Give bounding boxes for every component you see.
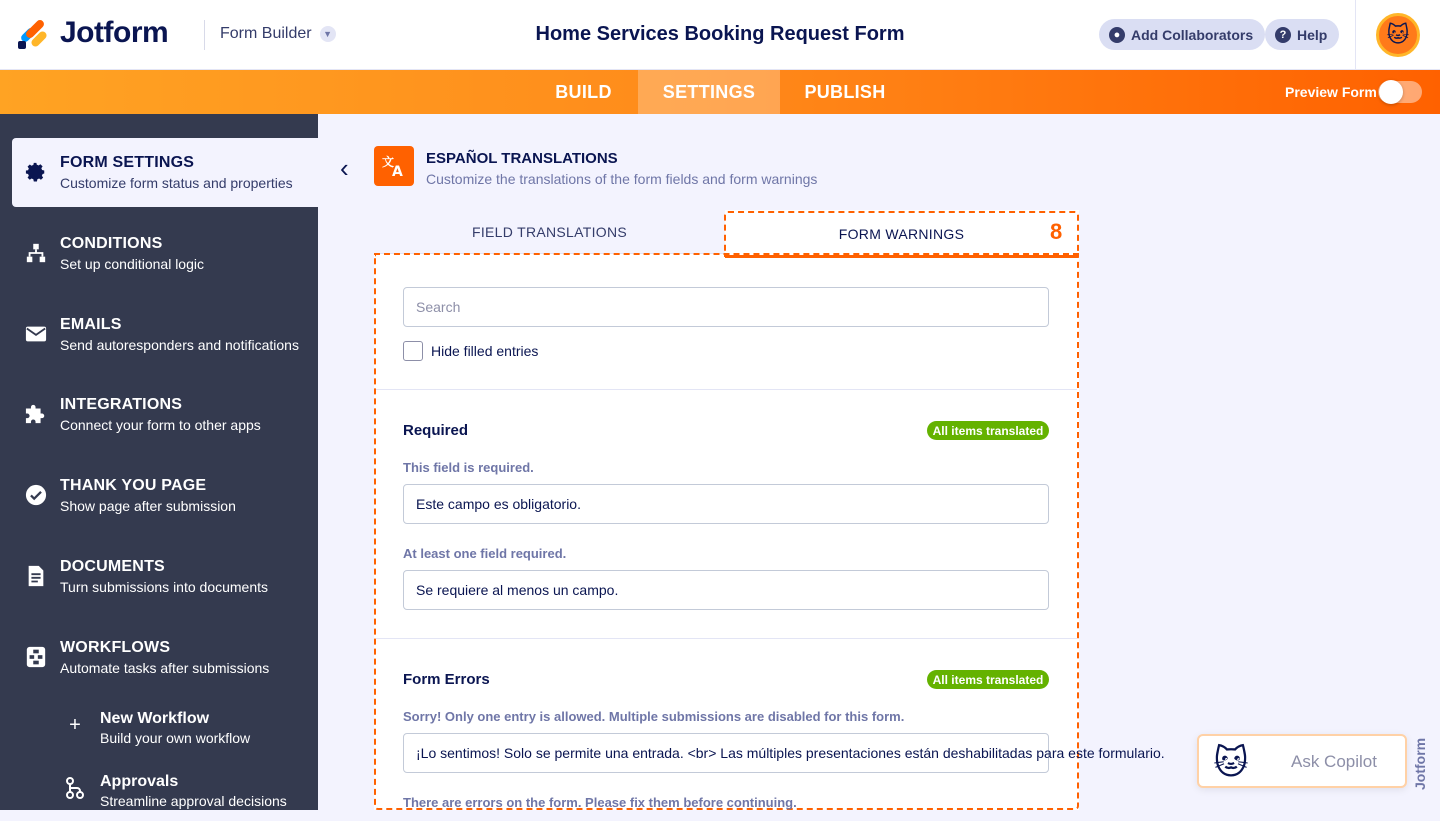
sidebar-item-subtitle: Show page after submission bbox=[60, 498, 236, 514]
svg-text:文: 文 bbox=[382, 155, 395, 169]
tab-publish[interactable]: PUBLISH bbox=[804, 81, 886, 102]
translate-icon bbox=[374, 146, 414, 186]
question-icon: ? bbox=[1275, 27, 1291, 43]
sidebar-subitem-approvals[interactable] bbox=[60, 773, 310, 821]
top-bar bbox=[0, 0, 1440, 70]
sidebar-item-workflows[interactable] bbox=[12, 623, 318, 692]
form-builder-label: Form Builder bbox=[220, 25, 312, 42]
sidebar-item-subtitle: Set up conditional logic bbox=[60, 256, 204, 272]
status-badge: All items translated bbox=[927, 421, 1049, 440]
panel-subtitle: Customize the translations of the form fields and form warnings bbox=[426, 171, 818, 187]
sidebar-item-title: EMAILS bbox=[60, 316, 122, 333]
sidebar-item-title: THANK YOU PAGE bbox=[60, 477, 207, 494]
sidebar-item-subtitle: Send autoresponders and notifications bbox=[60, 337, 299, 353]
add-collaborators-button[interactable] bbox=[1099, 19, 1265, 50]
status-badge: All items translated bbox=[927, 670, 1049, 689]
help-button[interactable] bbox=[1265, 19, 1339, 50]
envelope-icon bbox=[24, 322, 48, 346]
conditions-icon bbox=[24, 241, 48, 265]
chevron-down-icon: ▼ bbox=[320, 26, 336, 42]
sidebar-item-documents[interactable] bbox=[12, 542, 318, 611]
step-number-badge: 8 bbox=[1050, 219, 1063, 244]
sidebar-item-title: INTEGRATIONS bbox=[60, 396, 183, 413]
subitem-title: New Workflow bbox=[100, 710, 210, 727]
jotform-brand-vertical: Jotform bbox=[1412, 737, 1428, 790]
sidebar-item-subtitle: Automate tasks after submissions bbox=[60, 660, 270, 676]
avatar-face-icon: 🐱 bbox=[1386, 22, 1410, 47]
sidebar-item-subtitle: Turn submissions into documents bbox=[60, 579, 269, 595]
ask-copilot-label: Ask Copilot bbox=[1291, 752, 1377, 771]
sidebar-item-title: WORKFLOWS bbox=[60, 639, 171, 656]
panel-title: ESPAÑOL TRANSLATIONS bbox=[426, 150, 618, 167]
help-label: Help bbox=[1297, 26, 1328, 43]
sidebar-item-conditions[interactable] bbox=[12, 219, 318, 288]
subitem-title: Approvals bbox=[100, 773, 179, 790]
plus-icon: + bbox=[69, 714, 81, 736]
logo-text: Jotform bbox=[60, 16, 169, 49]
subitem-subtitle: Streamline approval decisions bbox=[100, 793, 287, 809]
translation-input[interactable]: Este campo es obligatorio. bbox=[403, 484, 1049, 524]
sidebar-item-subtitle: Connect your form to other apps bbox=[60, 417, 261, 433]
main-nav bbox=[0, 70, 1440, 114]
sidebar-item-form-settings[interactable] bbox=[12, 138, 318, 207]
subitem-subtitle: Build your own workflow bbox=[100, 730, 251, 746]
workflow-icon bbox=[24, 645, 48, 669]
highlight-body-outline bbox=[374, 253, 1079, 810]
field-label: Sorry! Only one entry is allowed. Multiple submissions are disabled for this form. bbox=[403, 709, 905, 724]
user-icon: ● bbox=[1109, 27, 1125, 43]
preview-form-label: Preview Form bbox=[1285, 84, 1377, 100]
sidebar-item-title: DOCUMENTS bbox=[60, 558, 165, 575]
translation-input[interactable]: ¡Lo sentimos! Solo se permite una entrada. <br> Las múltiples presentaciones están deshabilitadas para este formulario. bbox=[403, 733, 1049, 773]
document-icon bbox=[24, 564, 48, 588]
svg-text:A: A bbox=[392, 164, 403, 180]
sidebar-item-integrations[interactable] bbox=[12, 380, 318, 449]
section-divider bbox=[376, 389, 1077, 390]
section-title-form-errors: Form Errors bbox=[403, 671, 490, 688]
tab-build[interactable]: BUILD bbox=[555, 81, 612, 102]
sidebar-item-thank-you-page[interactable] bbox=[12, 461, 318, 530]
sidebar-item-emails[interactable] bbox=[12, 300, 318, 369]
hide-filled-checkbox[interactable] bbox=[403, 341, 423, 361]
sidebar-item-title: CONDITIONS bbox=[60, 235, 163, 252]
puzzle-icon bbox=[24, 402, 48, 426]
back-chevron-icon[interactable]: ‹ bbox=[340, 153, 349, 183]
sidebar-item-subtitle: Customize form status and properties bbox=[60, 175, 293, 191]
preview-toggle-knob bbox=[1379, 80, 1403, 104]
search-input[interactable] bbox=[403, 287, 1049, 327]
copilot-mascot-icon: 🐱 bbox=[1213, 744, 1249, 782]
sidebar-item-title: FORM SETTINGS bbox=[60, 154, 195, 171]
header-separator bbox=[1355, 0, 1356, 70]
tab-form-warnings[interactable]: FORM WARNINGS bbox=[725, 212, 1078, 258]
form-title: Home Services Booking Request Form bbox=[535, 23, 905, 45]
field-label: This field is required. bbox=[403, 460, 534, 475]
field-label: There are errors on the form. Please fix them before continuing. bbox=[403, 795, 797, 810]
check-circle-icon bbox=[24, 483, 48, 507]
highlight-tab-outline bbox=[724, 211, 1079, 257]
add-collaborators-label: Add Collaborators bbox=[1131, 26, 1254, 43]
tab-settings[interactable]: SETTINGS bbox=[638, 70, 780, 114]
translation-input[interactable]: Se requiere al menos un campo. bbox=[403, 570, 1049, 610]
field-label: At least one field required. bbox=[403, 546, 567, 561]
approvals-icon bbox=[64, 777, 86, 805]
tab-field-translations[interactable]: FIELD TRANSLATIONS bbox=[374, 210, 725, 254]
section-divider bbox=[376, 638, 1077, 639]
sidebar-subitem-new-workflow[interactable] bbox=[60, 710, 310, 758]
user-avatar[interactable] bbox=[1376, 13, 1420, 57]
gear-icon bbox=[24, 160, 48, 184]
section-title-required: Required bbox=[403, 422, 469, 439]
hide-filled-label: Hide filled entries bbox=[431, 343, 539, 359]
